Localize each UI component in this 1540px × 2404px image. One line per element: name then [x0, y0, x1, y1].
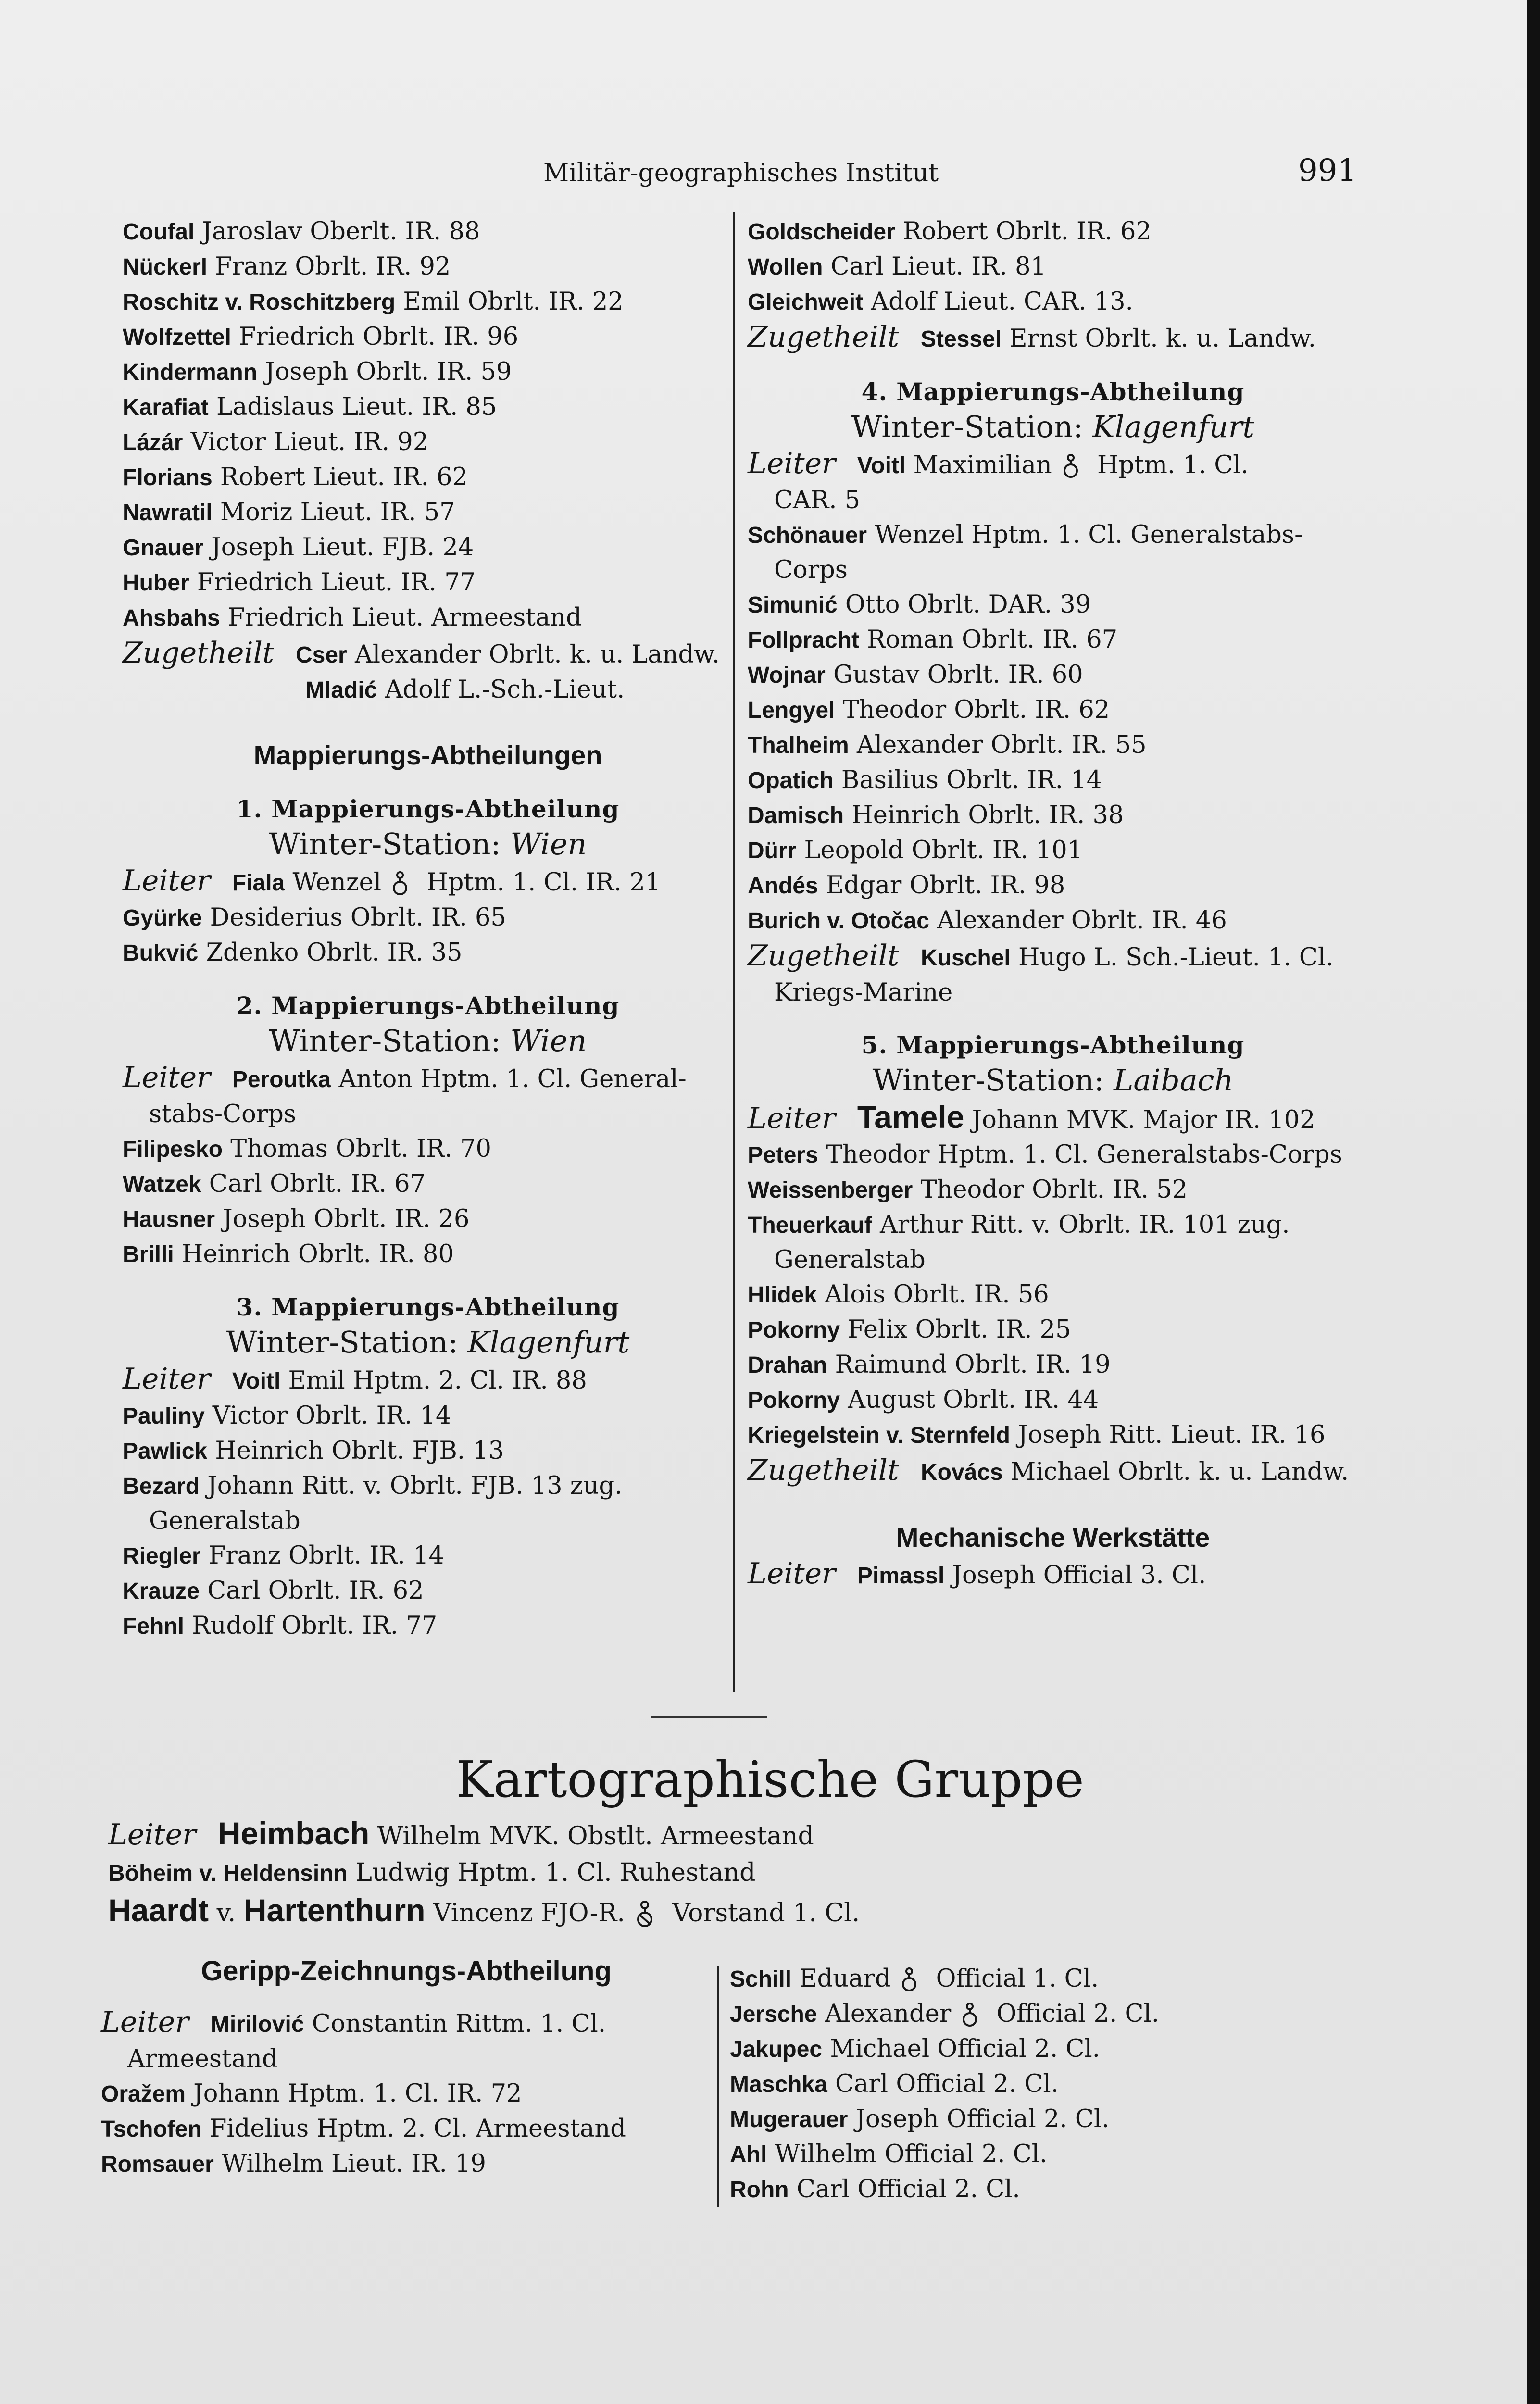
member-detail: Johann Ritt. v. Obrlt. FJB. 13 zug.	[200, 1472, 623, 1500]
officials-column	[730, 1962, 1355, 2207]
member-detail: Carl Official 2. Cl.	[827, 2070, 1059, 2098]
member-detail: Alexander Obrlt. k. u. Landw.	[347, 640, 720, 669]
member-detail: Hptm. 1. Cl.	[1089, 451, 1249, 479]
zugetheilt-row	[123, 673, 733, 708]
member-name: Thalheim	[748, 733, 849, 758]
leiter-label: Leiter	[123, 1061, 211, 1094]
zugetheilt-label: Zugetheilt	[748, 1453, 899, 1487]
member-name: Bukvić	[123, 940, 199, 966]
member-detail: Otto Obrlt. DAR. 39	[837, 590, 1091, 619]
member-name: Andés	[748, 873, 818, 899]
member-detail: Victor Obrlt. IR. 14	[204, 1402, 451, 1430]
running-head: Militär-geographisches Institut	[543, 159, 939, 188]
left-column	[123, 214, 733, 1644]
member-name: Ahl	[730, 2142, 767, 2167]
member-detail: Basilius Obrlt. IR. 14	[833, 766, 1102, 794]
member-row	[123, 320, 733, 355]
member-detail: August Obrlt. IR. 44	[840, 1386, 1099, 1414]
member-detail: Zdenko Obrlt. IR. 35	[198, 939, 463, 967]
member-detail: Constantin Rittm. 1. Cl.	[304, 2010, 606, 2038]
member-name: Hausner	[123, 1207, 215, 1232]
member-detail: Adolf L.-Sch.-Lieut.	[377, 676, 625, 704]
member-name: Hartenthurn	[243, 1892, 426, 1928]
right-column	[748, 214, 1358, 1593]
member-detail: Jaroslav Oberlt. IR. 88	[194, 217, 480, 246]
member-name: Damisch	[748, 803, 844, 828]
leiter-row	[101, 2005, 712, 2042]
member-name: Filipesko	[123, 1137, 223, 1162]
member-detail: Arthur Ritt. v. Obrlt. IR. 101 zug.	[872, 1211, 1290, 1239]
member-name: Wollen	[748, 254, 823, 280]
member-name: Pokorny	[748, 1317, 840, 1343]
member-name: Kuschel	[921, 945, 1011, 971]
member-detail: Alexander	[817, 2000, 952, 2028]
member-detail: Ludwig Hptm. 1. Cl. Ruhestand	[347, 1858, 756, 1887]
member-name: Böheim v. Heldensinn	[108, 1861, 348, 1886]
decoration-icon	[390, 871, 410, 898]
member-detail: Alexander Obrlt. IR. 46	[929, 906, 1227, 935]
member-row	[123, 214, 733, 250]
member-name: Follpracht	[748, 627, 860, 653]
member-name: Hlidek	[748, 1282, 817, 1308]
member-row	[748, 693, 1358, 728]
member-name: Lázár	[123, 430, 183, 455]
member-name: Huber	[123, 570, 189, 596]
member-detail: Rudolf Obrlt. IR. 77	[184, 1612, 438, 1640]
member-detail: Theodor Obrlt. IR. 52	[913, 1176, 1188, 1204]
member-name: Oražem	[101, 2081, 186, 2107]
member-detail: Joseph Official 2. Cl.	[848, 2105, 1110, 2133]
leiter-label: Leiter	[748, 1102, 836, 1135]
section-title: Mappierungs-Abtheilungen	[253, 740, 602, 770]
abt1-member-list	[123, 901, 733, 971]
member-detail: Edgar Obrlt. IR. 98	[818, 871, 1065, 900]
member-row	[108, 1854, 1406, 1892]
zugetheilt-continuation: Kriegs-Marine	[774, 978, 953, 1007]
member-name: Mugerauer	[730, 2107, 848, 2132]
member-name: Rohn	[730, 2177, 789, 2203]
member-detail: Carl Obrlt. IR. 67	[201, 1170, 426, 1198]
member-name: Heimbach	[217, 1816, 370, 1851]
member-name: Gnauer	[123, 535, 204, 561]
member-row	[748, 728, 1358, 763]
member-name: Haardt	[108, 1892, 209, 1928]
member-detail: Adolf Lieut. CAR. 13.	[863, 288, 1133, 316]
member-name: Mladić	[305, 677, 377, 703]
member-row	[748, 1313, 1358, 1348]
member-row	[123, 460, 733, 495]
member-row	[748, 798, 1358, 833]
member-detail: Heinrich Obrlt. IR. 80	[174, 1240, 454, 1268]
member-row	[730, 1997, 1355, 2032]
member-detail: Wilhelm Lieut. IR. 19	[213, 2150, 487, 2178]
member-name: Wojnar	[748, 663, 826, 688]
station-label: Winter-Station:	[269, 826, 501, 862]
member-row	[123, 1574, 733, 1609]
leiter-label: Leiter	[123, 1362, 211, 1396]
member-row	[101, 2077, 712, 2112]
member-name: Fehnl	[123, 1614, 184, 1639]
leiter-row	[748, 1100, 1358, 1138]
member-detail: Leopold Obrlt. IR. 101	[796, 836, 1083, 864]
member-detail: Friedrich Lieut. Armeestand	[220, 603, 582, 632]
member-detail: Joseph Lieut. FJB. 24	[203, 533, 474, 562]
member-name: Tamele	[857, 1099, 964, 1135]
station-place: Laibach	[1114, 1063, 1234, 1098]
member-name: Simunić	[748, 592, 838, 618]
member-name: Theuerkauf	[748, 1213, 872, 1238]
winter-station	[123, 1323, 733, 1362]
member-name: Tschofen	[101, 2116, 202, 2142]
leiter-continuation: Armeestand	[127, 2045, 278, 2073]
member-detail: Victor Lieut. IR. 92	[183, 428, 429, 456]
member-detail: Joseph Obrlt. IR. 26	[215, 1205, 470, 1233]
member-detail: Official 2. Cl.	[989, 2000, 1160, 2028]
member-name: Cser	[296, 642, 347, 668]
member-row	[730, 2067, 1355, 2102]
member-detail: Thomas Obrlt. IR. 70	[223, 1135, 491, 1163]
member-name: Voitl	[857, 453, 906, 478]
member-row	[748, 250, 1358, 285]
decoration-icon	[899, 1967, 919, 1994]
member-name: Mirilović	[210, 2012, 304, 2037]
member-name: Romsauer	[101, 2152, 214, 2177]
member-name: Voitl	[232, 1368, 281, 1394]
leiter-row	[748, 1556, 1358, 1593]
member-row	[123, 390, 733, 425]
member-name: Brilli	[123, 1242, 174, 1267]
member-row	[123, 1434, 733, 1469]
member-detail: Desiderius Obrlt. IR. 65	[202, 903, 506, 932]
member-detail: Official 1. Cl.	[928, 1965, 1099, 1993]
scan-edge-right	[1527, 0, 1540, 2404]
member-detail: Ernst Obrlt. k. u. Landw.	[1002, 325, 1316, 353]
member-row	[748, 1277, 1358, 1313]
member-detail: Hugo L. Sch.-Lieut. 1. Cl.	[1010, 943, 1334, 972]
member-row	[748, 1348, 1358, 1383]
abteilung-heading: 3. Mappierungs-Abtheilung	[236, 1293, 620, 1321]
winter-station	[123, 825, 733, 864]
abteilung-heading: 2. Mappierungs-Abtheilung	[236, 991, 620, 1020]
member-name: Pimassl	[857, 1563, 945, 1589]
member-row	[748, 518, 1358, 553]
member-detail: Johann Hptm. 1. Cl. IR. 72	[186, 2079, 522, 2108]
leiter-label: Leiter	[101, 2005, 189, 2039]
member-detail: Franz Obrlt. IR. 92	[207, 252, 451, 281]
member-row	[123, 285, 733, 320]
member-detail: Anton Hptm. 1. Cl. General-	[331, 1065, 687, 1093]
member-detail: Carl Official 2. Cl.	[789, 2175, 1020, 2204]
member-detail: Franz Obrlt. IR. 14	[200, 1541, 444, 1570]
member-detail: Michael Obrlt. k. u. Landw.	[1002, 1458, 1349, 1486]
member-row	[123, 1167, 733, 1202]
member-row	[730, 2032, 1355, 2067]
member-row	[748, 1138, 1358, 1173]
member-detail: Raimund Obrlt. IR. 19	[827, 1351, 1111, 1379]
decoration-icon	[634, 1900, 656, 1930]
abt2-member-list	[123, 1132, 733, 1272]
member-row	[123, 1237, 733, 1272]
member-detail: Hptm. 1. Cl. IR. 21	[419, 868, 661, 897]
leiter-label: Leiter	[748, 1557, 836, 1590]
member-detail: Wilhelm MVK. Obstlt. Armeestand	[369, 1822, 814, 1851]
leiter-continuation: CAR. 5	[774, 486, 861, 514]
zugetheilt-label: Zugetheilt	[123, 636, 274, 670]
member-name: Peters	[748, 1142, 818, 1168]
member-detail: Robert Lieut. IR. 62	[212, 463, 468, 491]
leiter-row	[123, 864, 733, 901]
section-title: Mechanische Werkstätte	[896, 1522, 1210, 1553]
member-row	[748, 763, 1358, 798]
member-detail: Carl Lieut. IR. 81	[823, 252, 1046, 281]
left-member-list	[123, 214, 733, 636]
member-name: Stessel	[921, 326, 1002, 352]
member-name: Weissenberger	[748, 1177, 913, 1203]
member-detail: Joseph Ritt. Lieut. IR. 16	[1010, 1421, 1326, 1449]
member-row	[123, 1132, 733, 1167]
member-name: Coufal	[123, 219, 195, 245]
station-place: Wien	[510, 1023, 587, 1058]
member-row	[748, 1418, 1358, 1453]
member-name: Goldscheider	[748, 219, 895, 245]
zugetheilt-row	[748, 939, 1358, 976]
member-detail: Theodor Obrlt. IR. 62	[835, 696, 1110, 724]
member-name: Burich v. Otočac	[748, 908, 929, 934]
member-detail: Alexander Obrlt. IR. 55	[849, 731, 1147, 759]
gerippe-column	[101, 1952, 712, 2182]
station-label: Winter-Station:	[269, 1023, 501, 1058]
member-detail: Vorstand 1. Cl.	[664, 1899, 860, 1928]
member-name: Gleichweit	[748, 289, 864, 315]
member-row	[123, 901, 733, 936]
member-row	[123, 601, 733, 636]
member-name: Opatich	[748, 768, 834, 793]
member-continuation: Generalstab	[149, 1507, 300, 1535]
abteilung-heading: 4. Mappierungs-Abtheilung	[861, 377, 1245, 406]
group-column-divider	[717, 1966, 719, 2207]
zugetheilt-label: Zugetheilt	[748, 320, 899, 354]
member-detail: Eduard	[791, 1965, 891, 1993]
member-row	[748, 588, 1358, 623]
name-particle: v.	[209, 1899, 244, 1928]
member-name: Drahan	[748, 1352, 827, 1378]
member-detail: Robert Obrlt. IR. 62	[895, 217, 1152, 246]
abteilung-heading: 5. Mappierungs-Abtheilung	[861, 1031, 1245, 1059]
gerippe-member-list	[101, 2077, 712, 2182]
member-detail: Maximilian	[905, 451, 1052, 479]
member-name: Roschitz v. Roschitzberg	[123, 289, 396, 315]
member-name: Kovács	[921, 1460, 1003, 1485]
member-name: Krauze	[123, 1578, 200, 1604]
member-name: Jakupec	[730, 2037, 823, 2062]
member-row	[748, 1173, 1358, 1208]
zugetheilt-row	[123, 636, 733, 673]
member-detail: Johann MVK. Major IR. 102	[964, 1106, 1315, 1134]
member-name: Gyürke	[123, 905, 202, 931]
member-row	[748, 903, 1358, 939]
member-name: Bezard	[123, 1474, 200, 1499]
member-detail: Alois Obrlt. IR. 56	[817, 1280, 1049, 1309]
abteilung-heading: 1. Mappierungs-Abtheilung	[236, 795, 620, 823]
winter-station	[748, 408, 1358, 446]
member-row	[108, 1892, 1406, 1931]
member-detail: Joseph Official 3. Cl.	[944, 1561, 1206, 1590]
leiter-continuation: stabs-Corps	[149, 1100, 297, 1128]
member-detail: Wilhelm Official 2. Cl.	[767, 2140, 1048, 2168]
member-row	[730, 2137, 1355, 2172]
member-detail: Heinrich Obrlt. IR. 38	[844, 801, 1124, 829]
right-member-list	[748, 214, 1358, 320]
member-detail: Wenzel	[285, 868, 382, 897]
leiter-label: Leiter	[108, 1818, 196, 1852]
winter-station	[748, 1061, 1358, 1100]
member-row	[730, 1962, 1355, 1997]
member-name: Pawlick	[123, 1439, 208, 1464]
column-divider	[733, 212, 735, 1692]
member-name: Lengyel	[748, 698, 835, 723]
member-detail: Fidelius Hptm. 2. Cl. Armeestand	[201, 2115, 626, 2143]
member-row	[123, 250, 733, 285]
leiter-row	[748, 446, 1358, 483]
member-row	[748, 658, 1358, 693]
member-row	[730, 2102, 1355, 2137]
station-label: Winter-Station:	[226, 1325, 458, 1360]
member-row	[123, 1469, 733, 1504]
member-name: Schönauer	[748, 523, 867, 548]
abt5-member-list	[748, 1138, 1358, 1453]
member-row	[748, 285, 1358, 320]
member-detail: Emil Obrlt. IR. 22	[395, 288, 624, 316]
member-name: Kindermann	[123, 360, 258, 385]
member-detail: Carl Obrlt. IR. 62	[200, 1577, 424, 1605]
member-name: Wolfzettel	[123, 325, 231, 350]
member-name: Karafiat	[123, 395, 209, 420]
member-detail: Friedrich Lieut. IR. 77	[189, 568, 476, 597]
member-detail: Heinrich Obrlt. FJB. 13	[207, 1437, 504, 1465]
member-detail: Gustav Obrlt. IR. 60	[825, 661, 1083, 689]
member-row	[123, 530, 733, 565]
member-row	[123, 1539, 733, 1574]
station-place: Wien	[510, 826, 587, 862]
leiter-row	[123, 1362, 733, 1399]
member-name: Fiala	[232, 870, 285, 896]
member-detail: Ladislaus Lieut. IR. 85	[208, 393, 497, 421]
station-place: Klagenfurt	[1092, 409, 1255, 444]
zugetheilt-row	[748, 320, 1358, 357]
member-detail: Roman Obrlt. IR. 67	[859, 626, 1118, 654]
member-detail: Friedrich Obrlt. IR. 96	[231, 323, 519, 351]
decoration-icon	[1061, 453, 1081, 480]
member-row	[748, 214, 1358, 250]
member-row	[101, 2147, 712, 2182]
member-row	[748, 623, 1358, 658]
member-row	[123, 425, 733, 460]
member-name: Pokorny	[748, 1388, 840, 1413]
zugetheilt-label: Zugetheilt	[748, 939, 899, 973]
page-number: 991	[1298, 153, 1357, 188]
member-row	[123, 936, 733, 971]
member-row	[123, 565, 733, 601]
member-name: Watzek	[123, 1172, 201, 1197]
member-detail: Vincenz FJO-R.	[425, 1899, 625, 1928]
member-detail: Theodor Hptm. 1. Cl. Generalstabs-Corps	[818, 1140, 1342, 1169]
station-label: Winter-Station:	[872, 1063, 1104, 1098]
member-row	[123, 355, 733, 390]
station-place: Klagenfurt	[467, 1325, 630, 1360]
member-detail: Wenzel Hptm. 1. Cl. Generalstabs-	[867, 521, 1303, 549]
member-name: Nawratil	[123, 500, 213, 526]
member-detail: Joseph Obrlt. IR. 59	[257, 358, 512, 386]
member-detail: Moriz Lieut. IR. 57	[212, 498, 455, 526]
leiter-label: Leiter	[123, 864, 211, 898]
member-detail: Felix Obrlt. IR. 25	[840, 1315, 1071, 1344]
member-detail: Michael Official 2. Cl.	[822, 2035, 1100, 2063]
member-name: Dürr	[748, 838, 797, 864]
abt4-member-list	[748, 518, 1358, 939]
officials-list	[730, 1962, 1355, 2207]
zugetheilt-row	[748, 1453, 1358, 1490]
leiter-row	[108, 1815, 1406, 1854]
leiter-row	[123, 1060, 733, 1097]
section-title: Geripp-Zeichnungs-Abtheilung	[201, 1955, 612, 1987]
section-rule	[651, 1716, 767, 1718]
decoration-icon	[960, 2002, 980, 2029]
member-name: Florians	[123, 465, 213, 490]
abt3-member-list	[123, 1399, 733, 1644]
member-row	[748, 1383, 1358, 1418]
member-row	[748, 1208, 1358, 1243]
group-leadership	[108, 1815, 1406, 1931]
member-name: Maschka	[730, 2072, 827, 2097]
member-row	[748, 833, 1358, 868]
member-name: Pauliny	[123, 1403, 205, 1429]
member-row	[123, 1202, 733, 1237]
member-row	[123, 495, 733, 530]
member-row	[123, 1609, 733, 1644]
member-name: Nückerl	[123, 254, 208, 280]
winter-station	[123, 1022, 733, 1060]
member-name: Schill	[730, 1966, 792, 1992]
member-row	[748, 868, 1358, 903]
member-continuation: Generalstab	[774, 1246, 926, 1274]
leiter-label: Leiter	[748, 447, 836, 480]
member-continuation: Corps	[774, 556, 848, 584]
member-row	[730, 2172, 1355, 2207]
member-row	[101, 2112, 712, 2147]
member-name: Jersche	[730, 2002, 817, 2027]
member-row	[123, 1399, 733, 1434]
member-detail: Emil Hptm. 2. Cl. IR. 88	[280, 1366, 587, 1395]
member-name: Kriegelstein v. Sternfeld	[748, 1423, 1010, 1448]
member-name: Ahsbahs	[123, 605, 220, 631]
member-name: Peroutka	[232, 1067, 331, 1092]
station-label: Winter-Station:	[851, 409, 1083, 444]
group-title: Kartographische Gruppe	[456, 1750, 1084, 1809]
member-name: Riegler	[123, 1543, 201, 1569]
